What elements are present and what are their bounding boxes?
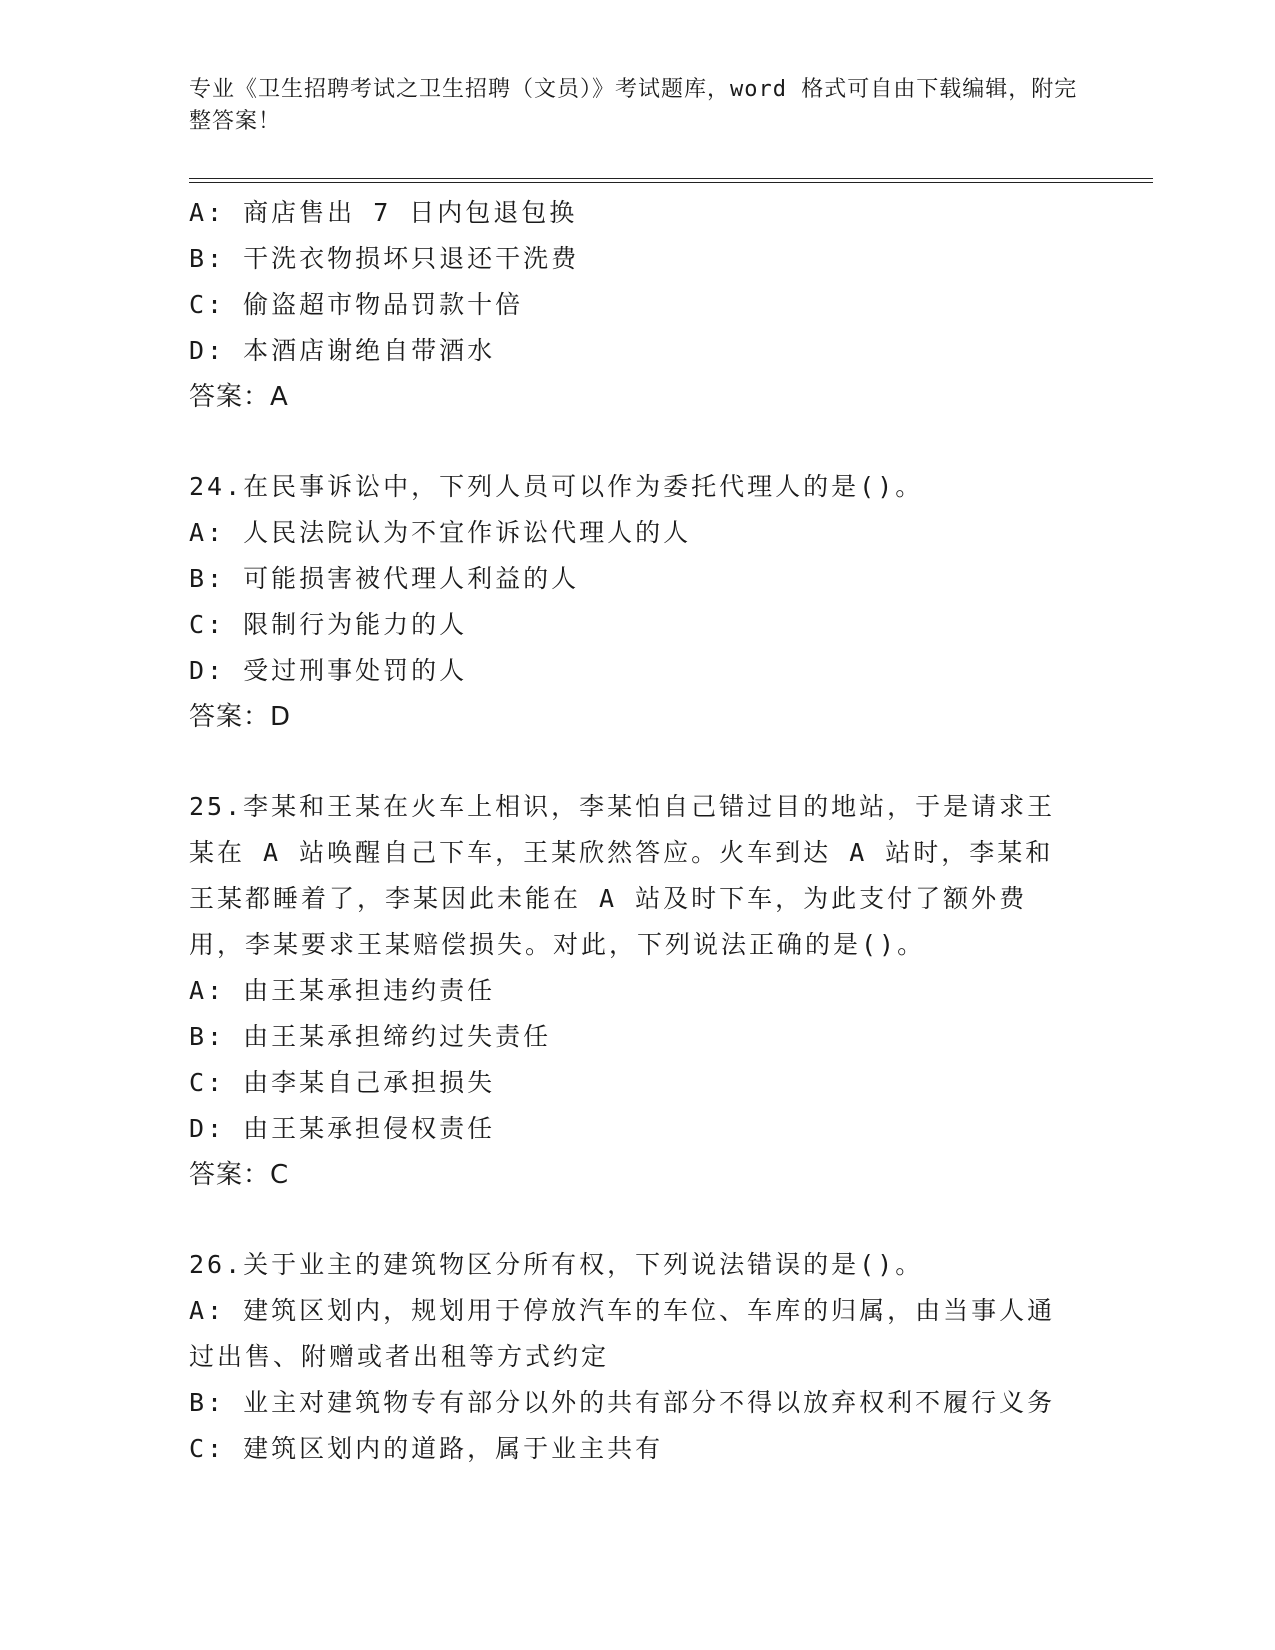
option-b: B: 可能损害被代理人利益的人 xyxy=(189,564,580,593)
question-stem: 26.关于业主的建筑物区分所有权，下列说法错误的是()。 xyxy=(189,1250,924,1279)
question-26 xyxy=(189,1242,1089,1472)
option-d: D: 由王某承担侵权责任 xyxy=(189,1114,496,1143)
answer: 答案：A xyxy=(189,382,289,412)
option-d: D: 本酒店谢绝自带酒水 xyxy=(189,336,496,365)
option-a: A: 商店售出 7 日内包退包换 xyxy=(189,198,578,227)
question-content xyxy=(189,190,1089,1472)
option-c: C: 建筑区划内的道路，属于业主共有 xyxy=(189,1434,664,1463)
option-a: A: 由王某承担违约责任 xyxy=(189,976,496,1005)
question-24 xyxy=(189,464,1089,740)
question-23 xyxy=(189,190,1089,420)
header-divider xyxy=(189,178,1153,183)
document-header: 专业《卫生招聘考试之卫生招聘（文员）》考试题库，word 格式可自由下载编辑，附完整答案！ xyxy=(189,77,1078,134)
answer: 答案：C xyxy=(189,1160,290,1190)
option-c: C: 偷盗超市物品罚款十倍 xyxy=(189,290,524,319)
option-c: C: 限制行为能力的人 xyxy=(189,610,468,639)
option-a: A: 人民法院认为不宜作诉讼代理人的人 xyxy=(189,518,692,547)
option-a: A: 建筑区划内，规划用于停放汽车的车位、车库的归属，由当事人通过出售、附赠或者出租等方式约定 xyxy=(189,1296,1056,1371)
option-b: B: 业主对建筑物专有部分以外的共有部分不得以放弃权利不履行义务 xyxy=(189,1388,1056,1417)
question-stem: 24.在民事诉讼中，下列人员可以作为委托代理人的是()。 xyxy=(189,472,924,501)
option-d: D: 受过刑事处罚的人 xyxy=(189,656,468,685)
question-stem: 25.李某和王某在火车上相识，李某怕自己错过目的地站，于是请求王某在 A 站唤醒自己下车，王某欣然答应。火车到达 A 站时，李某和王某都睡着了，李某因此未能在 A 站及时下车，为此支付了额外费用，李某要求王某赔偿损失。对此，下列说法正确的是()。 xyxy=(189,792,1056,959)
option-b: B: 干洗衣物损坏只退还干洗费 xyxy=(189,244,580,273)
answer: 答案：D xyxy=(189,702,292,732)
option-b: B: 由王某承担缔约过失责任 xyxy=(189,1022,552,1051)
question-25 xyxy=(189,784,1089,1198)
option-c: C: 由李某自己承担损失 xyxy=(189,1068,496,1097)
